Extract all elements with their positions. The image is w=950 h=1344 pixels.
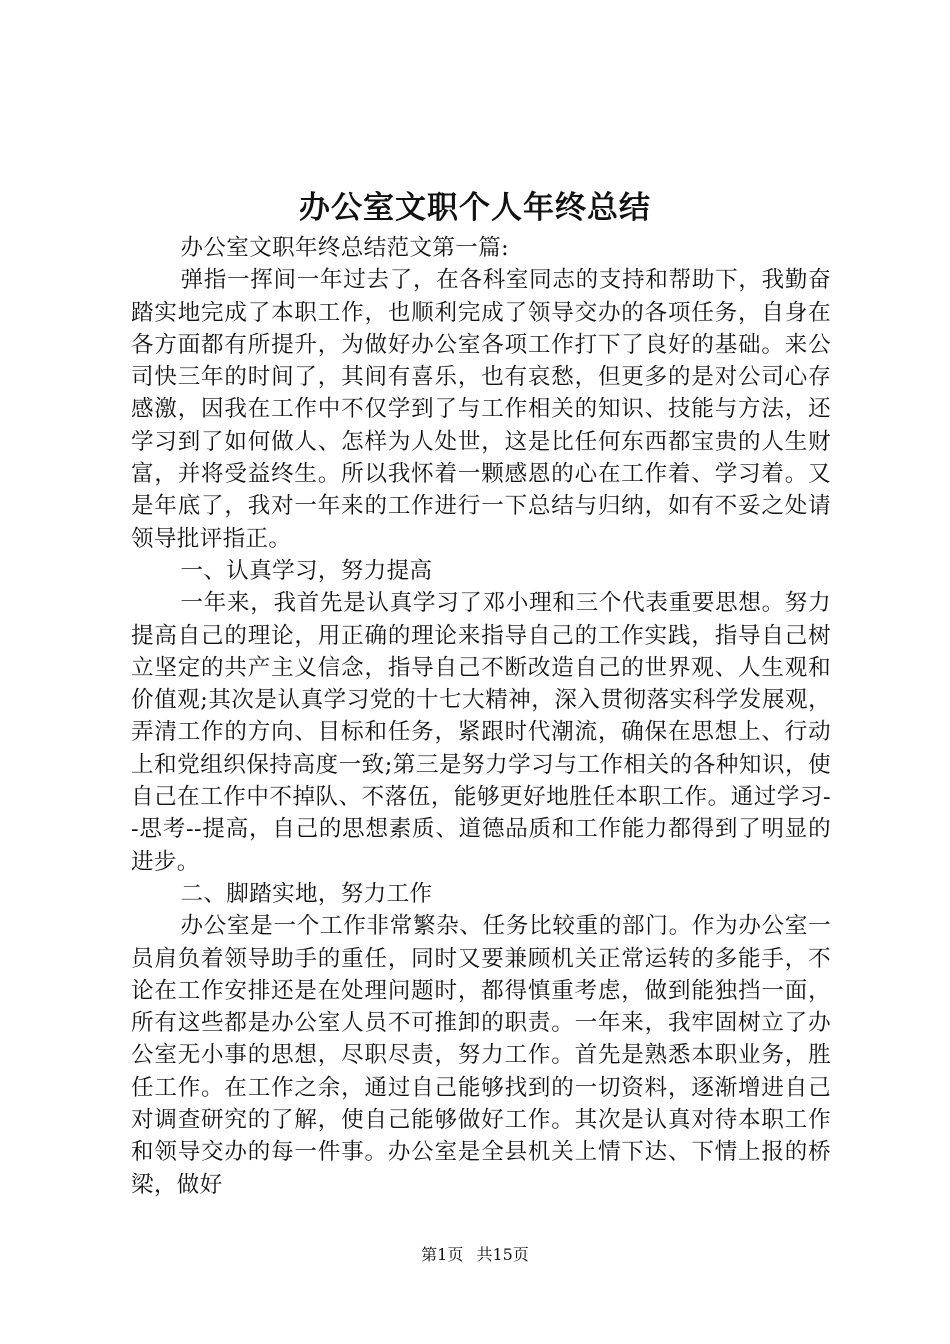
paragraph-work: 办公室是一个工作非常繁杂、任务比较重的部门。作为办公室一员肩负着领导助手的重任，同时又要兼顾机关正常运转的多能手，不论在工作安排还是在处理问题时，都得慎重考虑，做到能独挡一面，所有这些都是办公室人员不可推卸的职责。一年来，我牢固树立了办公室无小事的思想，尽职尽责，努力工作。首先是熟悉本职业务，胜任工作。在工作之余，通过自己能够找到的一切资料，逐渐增进自己对调查研究的了解，使自己能够做好工作。其次是认真对待本职工作和领导交办的每一件事。办公室是全县机关上情下达、下情上报的桥梁，做好 (131, 913, 831, 1198)
section-heading-intro: 办公室文职年终总结范文第一篇: (180, 235, 510, 261)
paragraph-study: 一年来，我首先是认真学习了邓小理和三个代表重要思想。努力提高自己的理论，用正确的理论来指导自己的工作实践，指导自己树立坚定的共产主义信念，指导自己不断改造自己的世界观、人生观和价值观;其次是认真学习党的十七大精神，深入贯彻落实科学发展观，弄清工作的方向、目标和任务，紧跟时代潮流，确保在思想上、行动上和党组织保持高度一致;第三是努力学习与工作相关的各种知识，使自己在工作中不掉队、不落伍，能够更好地胜任本职工作。通过学习--思考--提高，自己的思想素质、道德品质和工作能力都得到了明显的进步。 (131, 590, 831, 875)
section-heading-study: 一、认真学习，努力提高 (180, 557, 433, 584)
section-heading-work: 二、脚踏实地，努力工作 (180, 880, 433, 907)
paragraph-intro: 弹指一挥间一年过去了，在各科室同志的支持和帮助下，我勤奋踏实地完成了本职工作，也顺利完成了领导交办的各项任务，自身在各方面都有所提升，为做好办公室各项工作打下了良好的基础。来公司快三年的时间了，其间有喜乐，也有哀愁，但更多的是对公司心存感激，因我在工作中不仅学到了与工作相关的知识、技能与方法，还学习到了如何做人、怎样为人处世，这是比任何东西都宝贵的人生财富，并将受益终生。所以我怀着一颗感恩的心在工作着、学习着。又是年底了，我对一年来的工作进行一下总结与归纳，如有不妥之处请领导批评指正。 (131, 267, 831, 552)
document-title: 办公室文职个人年终总结 (299, 190, 651, 226)
page-number: 第1页 (421, 1245, 464, 1264)
page-total: 共15页 (476, 1245, 529, 1264)
document-body (131, 232, 831, 1201)
page-footer (0, 1244, 950, 1266)
